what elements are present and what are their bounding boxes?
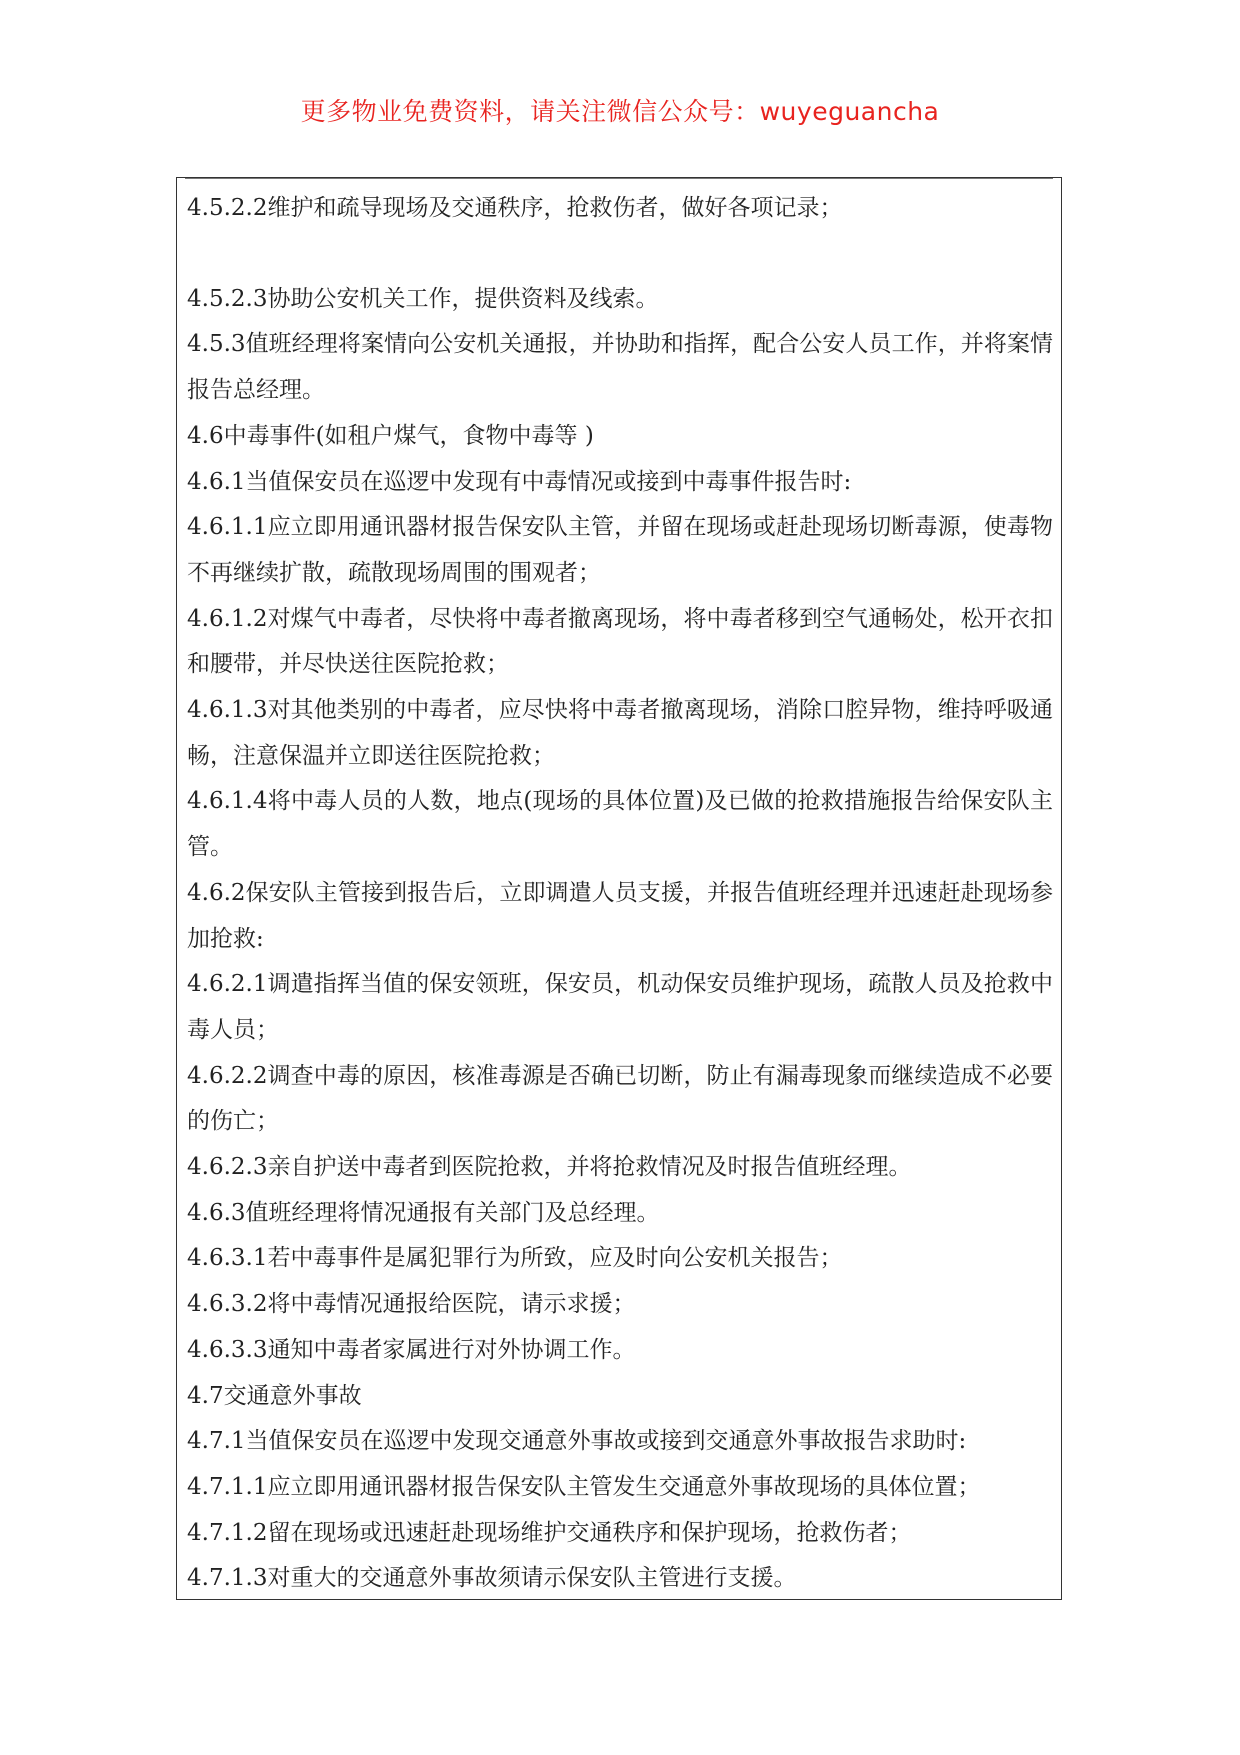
paragraph: 4.7.1.3对重大的交通意外事故须请示保安队主管进行支援。 — [187, 1565, 797, 1592]
paragraph: 4.6.1.3对其他类别的中毒者，应尽快将中毒者撤离现场，消除口腔异物，维持呼吸通畅，注意保温并立即送往医院抢救； — [187, 697, 1053, 769]
paragraph: 4.6.1当值保安员在巡逻中发现有中毒情况或接到中毒事件报告时: — [187, 468, 852, 495]
paragraph: 4.6.2保安队主管接到报告后，立即调遣人员支援，并报告值班经理并迅速赶赴现场参加抢救: — [187, 879, 1053, 952]
paragraph: 4.6.3.1若中毒事件是属犯罪行为所致，应及时向公安机关报告； — [187, 1245, 843, 1272]
paragraph: 4.6.3值班经理将情况通报有关部门及总经理。 — [187, 1199, 660, 1226]
wechat-promo-notice: 更多物业免费资料，请关注微信公众号：wuyeguancha — [300, 97, 940, 126]
table-top-rule — [185, 178, 1053, 179]
paragraph: 4.7.1.1应立即用通讯器材报告保安队主管发生交通意外事故现场的具体位置； — [187, 1473, 981, 1500]
paragraph: 4.7.1.2留在现场或迅速赶赴现场维护交通秩序和保护现场，抢救伤者； — [187, 1519, 912, 1546]
paragraph: 4.5.2.2维护和疏导现场及交通秩序，抢救伤者，做好各项记录； — [187, 195, 843, 221]
paragraph: 4.6.1.4将中毒人员的人数，地点(现场的具体位置)及已做的抢救措施报告给保安队主管。 — [187, 788, 1053, 861]
paragraph: 4.6.1.2对煤气中毒者，尽快将中毒者撤离现场，将中毒者移到空气通畅处，松开衣扣和腰带，并尽快送往医院抢救； — [187, 605, 1053, 678]
paragraph: 4.6中毒事件(如租户煤气，食物中毒等 ) — [187, 422, 594, 449]
paragraph: 4.5.2.3协助公安机关工作，提供资料及线索。 — [187, 285, 659, 312]
document-table-cell — [176, 177, 1062, 1600]
paragraph: 4.6.2.2调查中毒的原因，核准毒源是否确已切断，防止有漏毒现象而继续造成不必要的伤亡； — [187, 1062, 1053, 1135]
document-body — [187, 186, 1053, 1602]
paragraph: 4.6.3.3通知中毒者家属进行对外协调工作。 — [187, 1336, 636, 1363]
paragraph: 4.6.1.1应立即用通讯器材报告保安队主管，并留在现场或赶赴现场切断毒源，使毒物不再继续扩散，疏散现场周围的围观者； — [187, 514, 1053, 586]
paragraph: 4.6.2.1调遣指挥当值的保安领班，保安员，机动保安员维护现场，疏散人员及抢救中毒人员； — [187, 971, 1053, 1043]
paragraph: 4.6.3.2将中毒情况通报给医院，请示求援； — [187, 1291, 636, 1318]
paragraph: 4.7交通意外事故 — [187, 1382, 362, 1409]
paragraph: 4.6.2.3亲自护送中毒者到医院抢救，并将抢救情况及时报告值班经理。 — [187, 1154, 912, 1181]
paragraph: 4.5.3值班经理将案情向公安机关通报，并协助和指挥，配合公安人员工作，并将案情报告总经理。 — [187, 331, 1053, 404]
paragraph: 4.7.1当值保安员在巡逻中发现交通意外事故或接到交通意外事故报告求助时: — [187, 1428, 967, 1455]
